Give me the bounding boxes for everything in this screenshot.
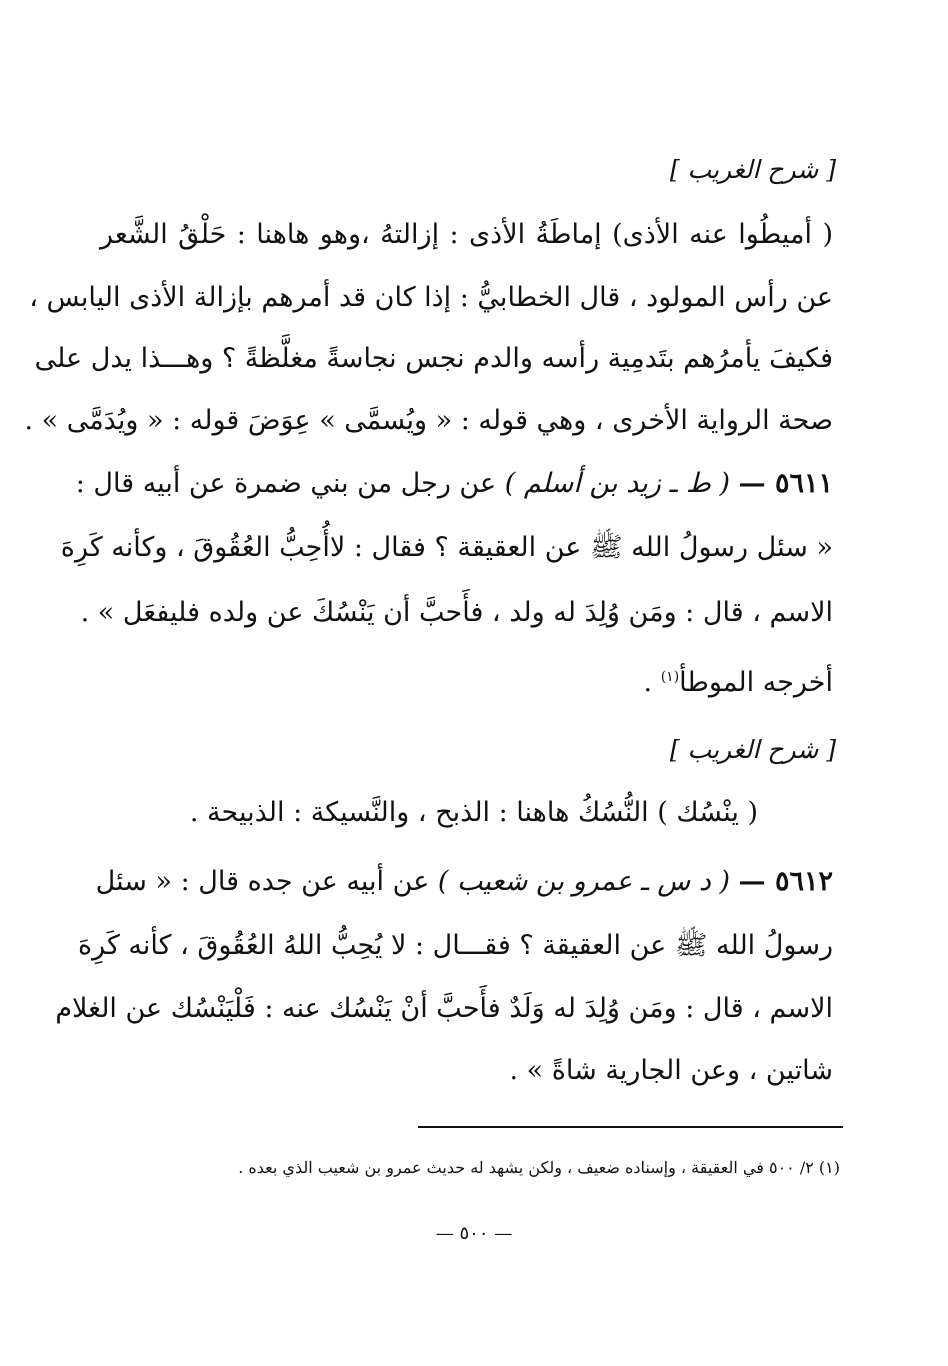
hadith-narrator: ( ط ـ زيد بن أسلم ) [504, 468, 730, 499]
hadith-5612-line-2: رسولُ الله ﷺ عن العقيقة ؟ فقـــال : لا يُحِبُّ اللهُ العُقُوقَ ، كأنه كَرِهَ [77, 930, 833, 961]
hadith-number: ٥٦١١ — [738, 468, 833, 499]
text-line-2: عن رأس المولود ، قال الخطابيُّ : إذا كان قد أمرهم بإزالة الأذى اليابس ، [29, 282, 833, 313]
source-end: . [643, 667, 661, 698]
hadith-5611-first-line [75, 464, 833, 504]
hadith-text: عن رجل من بني ضمرة عن أبيه قال : [75, 468, 497, 499]
footnote: (١) ٢/ ٥٠٠ في العقيقة ، وإسناده ضعيف ، ولكن يشهد له حديث عمرو بن شعيب الذي بعده . [238, 1158, 840, 1177]
hadith-5612-line-3: الاسم ، قال : ومَن وُلِدَ له وَلَدٌ فأَحبَّ أنْ يَنْسُك عنه : فَلْيَنْسُك عن الغلام [55, 993, 833, 1024]
hadith-narrator: ( د س ـ عمرو بن شعيب ) [437, 866, 730, 897]
text-line-4: صحة الرواية الأخرى ، وهي قوله : « ويُسمَّى » عِوَضَ قوله : « ويُدَمَّى » . [24, 405, 833, 436]
footnote-reference: (١) [660, 669, 680, 685]
hadith-5611-source [100, 657, 833, 703]
text-line-1: ( أميطُوا عنه الأذى) إماطَةُ الأذى : إزالتهُ ،وهو هاهنا : حَلْقُ الشَّعر [100, 219, 833, 250]
hadith-number: ٥٦١٢ — [738, 866, 833, 897]
hadith-5611-line-3: الاسم ، قال : ومَن وُلِدَ له ولد ، فأَحبَّ أن يَنْسُكَ عن ولده فليفعَل » . [80, 597, 833, 628]
hadith-5611-line-2: « سئل رسولُ الله ﷺ عن العقيقة ؟ فقال : لاأُحِبُّ العُقُوقَ ، وكأنه كَرِهَ [60, 532, 833, 563]
footnote-divider [418, 1126, 843, 1128]
hadith-text: عن أبيه عن جده قال : « سئل [95, 866, 430, 897]
gharib-2-text: ( ينْسُك ) النُّسُكُ هاهنا : الذبح ، والنَّسيكة : الذبيحة . [189, 797, 758, 828]
section-heading-gharib-2: [ شرح الغريب ] [669, 735, 836, 764]
source-text: أخرجه الموطأ [679, 667, 833, 698]
hadith-5612-first-line [95, 862, 833, 902]
hadith-5612-line-4: شاتين ، وعن الجارية شاةً » . [509, 1055, 833, 1086]
page-number: — ٥٠٠ — [435, 1223, 513, 1244]
text-line-3: فكيفَ يأمرُهم بتَدمِية رأسه والدم نجس نجاسةً مغلَّظةً ؟ وهـــذا يدل على [34, 343, 833, 374]
section-heading-gharib-1: [ شرح الغريب ] [669, 155, 836, 184]
